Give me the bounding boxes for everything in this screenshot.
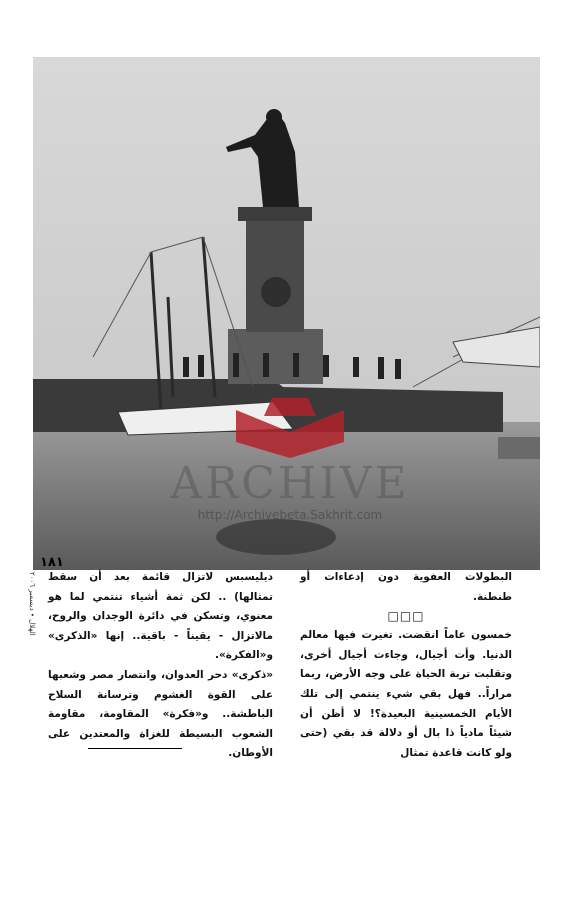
- section-ornament: □□□: [387, 609, 425, 624]
- pedestal-column: [246, 217, 304, 332]
- column-right-paragraph: خمسون عاماً انقضت. تغيرت فيها معالم الدنيا. وأت أجيال، وجاءت أجيال أخرى، وتقلبت تربة الحياة على وجه الأرض، ربما مراراً.. فهل بقي شيء ينتمي إلى تلك الأيام الخمسينية البعيدة؟! لا أظن أن شيئاً مادياً ذا بال أو دلالة قد بقي (حتى ولو كانت قاعدة تمثال: [300, 629, 512, 759]
- archive-logo-watermark: [232, 398, 348, 458]
- watermark-url: http://Archivebeta.Sakhrit.com: [197, 508, 383, 522]
- pedestal-emblem: [261, 277, 291, 307]
- water-reflection: [216, 519, 336, 555]
- article-column-left: [48, 568, 273, 764]
- magazine-issue-label: الهلال • ديسمبر ٢٠٠٦: [28, 572, 36, 636]
- article-end-rule: [88, 748, 182, 749]
- pedestal-base: [228, 329, 323, 384]
- page-number: ١٨١: [40, 555, 64, 570]
- column-right-first-line: البطولات العفوية دون إدعاءات أو طنطنة.: [300, 571, 512, 603]
- article-column-right: [300, 568, 512, 763]
- pedestal-top: [238, 207, 312, 221]
- watermark-text: ARCHIVE: [170, 458, 410, 509]
- column-left-paragraph-1: ديليسبس لاتزال قائمة بعد أن سقط تمثالها) .. لكن ثمة أشياء تنتمي لما هو معنوي، وتسكن في دائرة الوجدان والروح، مالاتزال - يقيناً - باقية.. إنها «الذكرى» و«الفكرة».: [48, 571, 273, 662]
- column-left-paragraph-2: «ذكرى» دحر العدوان، وانتصار مصر وشعبها على القوة الغشوم وترسانة السلاح الباطشة.. و«فكرة» المقاومة، مقاومة الشعوب البسيطة للغزاة والمعتدين على الأوطان.: [48, 668, 273, 760]
- statue-head: [266, 109, 282, 125]
- right-structure: [498, 437, 540, 459]
